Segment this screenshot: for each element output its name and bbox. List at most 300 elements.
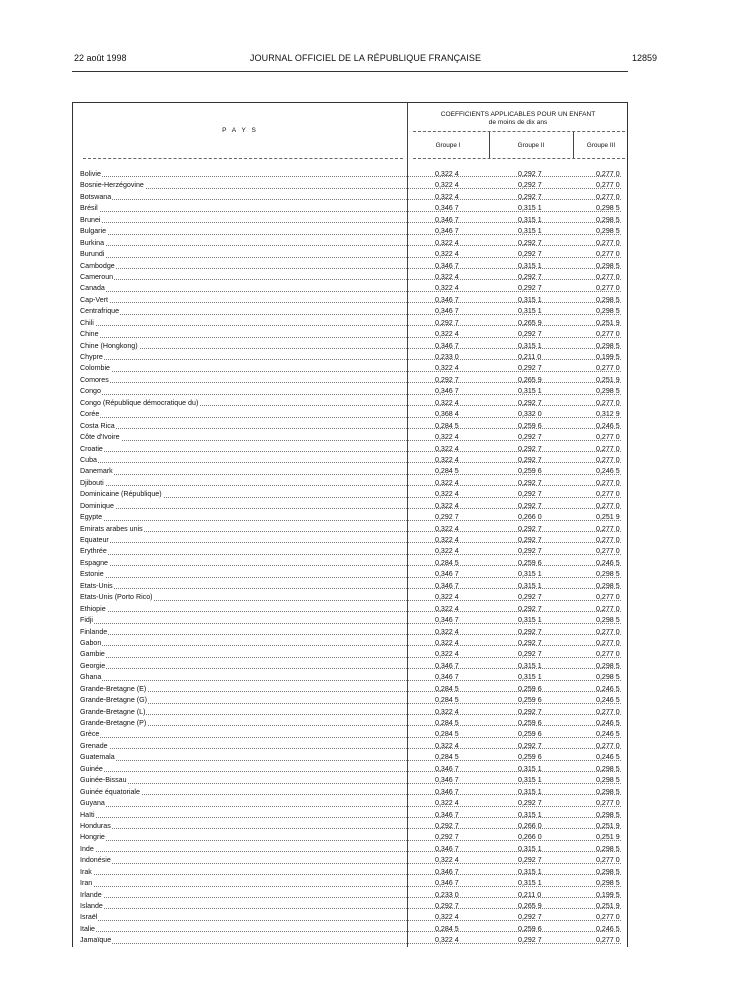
country-name: Bolivie bbox=[80, 170, 101, 178]
table-row bbox=[73, 386, 629, 397]
group-ii-value: 0,292 7 bbox=[518, 250, 542, 259]
group-ii-value: 0,315 1 bbox=[518, 581, 542, 590]
country-name: Cap-Vert bbox=[80, 295, 108, 304]
group-iii-value: 0,298 5 bbox=[596, 581, 620, 590]
group-iii-value: 0,246 5 bbox=[596, 730, 620, 739]
group-iii-value: 0,251 9 bbox=[596, 821, 620, 830]
group-ii-value: 0,292 7 bbox=[518, 192, 542, 201]
group-ii-value: 0,315 1 bbox=[518, 307, 542, 316]
group-iii-value: 0,298 5 bbox=[596, 387, 620, 396]
country-cell bbox=[80, 478, 400, 489]
group-ii-value: 0,315 1 bbox=[518, 227, 542, 236]
group-ii-value: 0,315 1 bbox=[518, 787, 542, 796]
country-name: Erythrée bbox=[80, 547, 107, 556]
group-i-value: 0,284 5 bbox=[435, 467, 459, 476]
group-ii-value: 0,315 1 bbox=[518, 570, 542, 579]
country-name: Centrafrique bbox=[80, 307, 120, 316]
group-i-value: 0,322 4 bbox=[435, 170, 459, 178]
group-ii-value: 0,259 6 bbox=[518, 696, 542, 705]
country-cell bbox=[80, 649, 400, 660]
table-row bbox=[73, 203, 629, 214]
group-ii-value: 0,315 1 bbox=[518, 204, 542, 213]
country-name: Burkina bbox=[80, 238, 105, 247]
country-name: Grande-Bretagne (L) bbox=[80, 707, 146, 716]
group-i-value: 0,346 7 bbox=[435, 295, 459, 304]
country-cell bbox=[80, 684, 400, 695]
country-name: Congo bbox=[80, 387, 101, 396]
group-iii-value: 0,298 5 bbox=[596, 844, 620, 853]
country-name: Irak bbox=[80, 867, 92, 876]
group-i-value: 0,322 4 bbox=[435, 398, 459, 407]
table-row bbox=[73, 821, 629, 832]
country-cell bbox=[80, 558, 400, 569]
group-iii-value: 0,298 5 bbox=[596, 261, 620, 270]
country-cell bbox=[80, 890, 400, 901]
group-i-value: 0,322 4 bbox=[435, 433, 459, 442]
group-i-value: 0,292 7 bbox=[435, 513, 459, 522]
table-row bbox=[73, 295, 629, 306]
group-i-value: 0,322 4 bbox=[435, 330, 459, 339]
country-name: Cameroun bbox=[80, 272, 114, 281]
table-row bbox=[73, 729, 629, 740]
group-i-value: 0,322 4 bbox=[435, 524, 459, 533]
group-iii-value: 0,298 5 bbox=[596, 341, 620, 350]
country-name: Brunei bbox=[80, 215, 101, 224]
country-cell bbox=[80, 638, 400, 649]
country-cell bbox=[80, 604, 400, 615]
group-i-value: 0,284 5 bbox=[435, 753, 459, 762]
country-name: Guyana bbox=[80, 799, 105, 808]
group-iii-value: 0,277 0 bbox=[596, 593, 620, 602]
group-iii-value: 0,277 0 bbox=[596, 272, 620, 281]
country-cell bbox=[80, 272, 400, 283]
group-i-value: 0,292 7 bbox=[435, 833, 459, 842]
group-iii-value: 0,199 5 bbox=[596, 353, 620, 361]
table-row bbox=[73, 581, 629, 592]
table-row bbox=[73, 261, 629, 272]
group-i-value: 0,322 4 bbox=[435, 604, 459, 613]
country-name: Guinée équatoriale bbox=[80, 787, 140, 796]
group-i-value: 0,284 5 bbox=[435, 924, 459, 933]
group-i-value: 0,284 5 bbox=[435, 684, 459, 693]
group-ii-value: 0,292 7 bbox=[518, 272, 542, 281]
group-ii-value: 0,292 7 bbox=[518, 741, 542, 750]
group-i-value: 0,322 4 bbox=[435, 799, 459, 808]
country-cell bbox=[80, 226, 400, 237]
country-name: Dominique bbox=[80, 501, 114, 510]
table-row bbox=[73, 649, 629, 660]
group-iii-value: 0,277 0 bbox=[596, 936, 620, 945]
country-cell bbox=[80, 352, 400, 363]
country-cell bbox=[80, 512, 400, 523]
country-name: Fidji bbox=[80, 616, 94, 625]
group-i-value: 0,346 7 bbox=[435, 776, 459, 785]
country-cell bbox=[80, 398, 400, 409]
group-ii-value: 0,292 7 bbox=[518, 330, 542, 339]
group-i-value: 0,322 4 bbox=[435, 707, 459, 716]
group-ii-value: 0,292 7 bbox=[518, 478, 542, 487]
group-i-value: 0,233 0 bbox=[435, 353, 459, 361]
country-name: Gabon bbox=[80, 638, 102, 647]
group-ii-value: 0,315 1 bbox=[518, 261, 542, 270]
table-row bbox=[73, 226, 629, 237]
country-name: Jamaïque bbox=[80, 936, 112, 945]
group-i-value: 0,346 7 bbox=[435, 581, 459, 590]
country-name: Islande bbox=[80, 902, 103, 910]
table-row bbox=[73, 718, 629, 729]
group-iii-value: 0,277 0 bbox=[596, 604, 620, 613]
country-name: Estonie bbox=[80, 570, 104, 579]
country-cell bbox=[80, 444, 400, 455]
country-name: Georgie bbox=[80, 661, 106, 670]
group-ii-value: 0,292 7 bbox=[518, 856, 542, 865]
group-i-value: 0,233 0 bbox=[435, 890, 459, 899]
group-i-value: 0,322 4 bbox=[435, 856, 459, 865]
group-iii-value: 0,277 0 bbox=[596, 547, 620, 556]
group-iii-value: 0,277 0 bbox=[596, 284, 620, 293]
group-ii-value: 0,292 7 bbox=[518, 707, 542, 716]
group-i-value: 0,284 5 bbox=[435, 696, 459, 705]
country-cell bbox=[80, 169, 400, 180]
group-i-value: 0,284 5 bbox=[435, 558, 459, 567]
table-row bbox=[73, 832, 629, 843]
group-ii-value: 0,292 7 bbox=[518, 799, 542, 808]
group-ii-value: 0,259 6 bbox=[518, 730, 542, 739]
group-i-value: 0,322 4 bbox=[435, 192, 459, 201]
country-cell bbox=[80, 535, 400, 546]
group-ii-header: Groupe II bbox=[517, 142, 545, 149]
country-cell bbox=[80, 569, 400, 580]
table-row bbox=[73, 466, 629, 477]
group-ii-value: 0,292 7 bbox=[518, 547, 542, 556]
country-cell bbox=[80, 215, 400, 226]
table-row bbox=[73, 421, 629, 432]
group-iii-value: 0,246 5 bbox=[596, 924, 620, 933]
group-iii-value: 0,298 5 bbox=[596, 204, 620, 213]
group-iii-value: 0,298 5 bbox=[596, 616, 620, 625]
group-iii-value: 0,246 5 bbox=[596, 719, 620, 727]
country-cell bbox=[80, 432, 400, 443]
table-row bbox=[73, 352, 629, 363]
table-row bbox=[73, 787, 629, 798]
table-row bbox=[73, 535, 629, 546]
group-ii-value: 0,292 7 bbox=[518, 627, 542, 636]
group-i-value: 0,284 5 bbox=[435, 421, 459, 430]
group-iii-value: 0,277 0 bbox=[596, 192, 620, 201]
group-iii-value: 0,298 5 bbox=[596, 295, 620, 304]
country-cell bbox=[80, 489, 400, 500]
country-cell bbox=[80, 821, 400, 832]
table-row bbox=[73, 752, 629, 763]
group-i-value: 0,346 7 bbox=[435, 570, 459, 579]
country-cell bbox=[80, 249, 400, 260]
group-ii-value: 0,315 1 bbox=[518, 387, 542, 396]
group-ii-value: 0,292 7 bbox=[518, 238, 542, 247]
group-iii-value: 0,246 5 bbox=[596, 467, 620, 476]
country-cell bbox=[80, 295, 400, 306]
group-i-value: 0,346 7 bbox=[435, 787, 459, 796]
table-row bbox=[73, 180, 629, 191]
table-row bbox=[73, 501, 629, 512]
coefficients-header-line2: de moins de dix ans bbox=[488, 119, 548, 126]
group-i-value: 0,292 7 bbox=[435, 902, 459, 910]
table-row bbox=[73, 432, 629, 443]
group-i-value: 0,322 4 bbox=[435, 593, 459, 602]
header-rule bbox=[72, 71, 628, 72]
group-ii-value: 0,259 6 bbox=[518, 924, 542, 933]
group-i-value: 0,322 4 bbox=[435, 455, 459, 464]
table-row bbox=[73, 935, 629, 946]
country-name: Indonésie bbox=[80, 856, 111, 865]
table-body bbox=[73, 169, 629, 947]
group-ii-value: 0,259 6 bbox=[518, 753, 542, 762]
table-row bbox=[73, 283, 629, 294]
group-i-value: 0,322 4 bbox=[435, 238, 459, 247]
group-i-value: 0,322 4 bbox=[435, 501, 459, 510]
country-name: Brésil bbox=[80, 204, 98, 213]
group-iii-value: 0,277 0 bbox=[596, 364, 620, 373]
country-cell bbox=[80, 775, 400, 786]
group-ii-value: 0,292 7 bbox=[518, 638, 542, 647]
country-cell bbox=[80, 832, 400, 843]
group-ii-value: 0,266 0 bbox=[518, 821, 542, 830]
group-i-value: 0,322 4 bbox=[435, 181, 459, 190]
table-row bbox=[73, 363, 629, 374]
group-i-value: 0,346 7 bbox=[435, 673, 459, 682]
group-i-value: 0,322 4 bbox=[435, 478, 459, 487]
country-name: Israël bbox=[80, 913, 98, 922]
table-row bbox=[73, 661, 629, 672]
table-row bbox=[73, 604, 629, 615]
group-i-value: 0,346 7 bbox=[435, 227, 459, 236]
group-iii-value: 0,277 0 bbox=[596, 650, 620, 659]
group-ii-value: 0,292 7 bbox=[518, 936, 542, 945]
table-row bbox=[73, 444, 629, 455]
group-iii-value: 0,277 0 bbox=[596, 707, 620, 716]
group-i-value: 0,322 4 bbox=[435, 444, 459, 453]
group-iii-value: 0,298 5 bbox=[596, 764, 620, 773]
group-ii-value: 0,292 7 bbox=[518, 490, 542, 499]
group-i-value: 0,322 4 bbox=[435, 741, 459, 750]
table-row bbox=[73, 249, 629, 260]
country-cell bbox=[80, 466, 400, 477]
group-iii-value: 0,277 0 bbox=[596, 330, 620, 339]
country-name: Djibouti bbox=[80, 478, 104, 487]
country-cell bbox=[80, 318, 400, 329]
country-name: Emirats arabes unis bbox=[80, 524, 143, 533]
group-ii-value: 0,315 1 bbox=[518, 295, 542, 304]
group-i-value: 0,292 7 bbox=[435, 821, 459, 830]
country-cell bbox=[80, 592, 400, 603]
group-ii-value: 0,332 0 bbox=[518, 410, 542, 419]
table-row bbox=[73, 306, 629, 317]
table-row bbox=[73, 810, 629, 821]
country-cell bbox=[80, 306, 400, 317]
table-row bbox=[73, 169, 629, 180]
group-i-value: 0,322 4 bbox=[435, 913, 459, 922]
country-name: Guatemala bbox=[80, 753, 115, 762]
country-name: Côte d'Ivoire bbox=[80, 433, 120, 442]
country-name: Bulgarie bbox=[80, 227, 107, 236]
group-iii-value: 0,246 5 bbox=[596, 421, 620, 430]
group-i-value: 0,346 7 bbox=[435, 616, 459, 625]
group-i-value: 0,346 7 bbox=[435, 307, 459, 316]
country-name: Grenade bbox=[80, 741, 108, 750]
group-iii-value: 0,246 5 bbox=[596, 753, 620, 762]
group-ii-value: 0,259 6 bbox=[518, 467, 542, 476]
group-iii-value: 0,277 0 bbox=[596, 627, 620, 636]
table-row bbox=[73, 615, 629, 626]
group-i-value: 0,346 7 bbox=[435, 261, 459, 270]
group-i-value: 0,322 4 bbox=[435, 284, 459, 293]
group-i-value: 0,322 4 bbox=[435, 547, 459, 556]
group-i-value: 0,346 7 bbox=[435, 341, 459, 350]
country-cell bbox=[80, 524, 400, 535]
table-row bbox=[73, 524, 629, 535]
table-row bbox=[73, 878, 629, 889]
group-iii-value: 0,298 5 bbox=[596, 215, 620, 224]
group-ii-value: 0,315 1 bbox=[518, 341, 542, 350]
group-iii-value: 0,277 0 bbox=[596, 913, 620, 922]
country-name: Guinée bbox=[80, 764, 103, 773]
table-row bbox=[73, 238, 629, 249]
header-dashed-rule bbox=[83, 158, 403, 159]
country-name: Etats-Unis (Porto Rico) bbox=[80, 593, 153, 602]
country-name: Egypte bbox=[80, 513, 103, 522]
country-name: Etats-Unis bbox=[80, 581, 113, 590]
country-name: Chine bbox=[80, 330, 99, 339]
country-cell bbox=[80, 627, 400, 638]
group-ii-value: 0,315 1 bbox=[518, 844, 542, 853]
table-row bbox=[73, 592, 629, 603]
country-cell bbox=[80, 329, 400, 340]
table-row bbox=[73, 844, 629, 855]
group-ii-value: 0,315 1 bbox=[518, 810, 542, 819]
group-iii-value: 0,298 5 bbox=[596, 787, 620, 796]
page-number: 12859 bbox=[631, 53, 657, 63]
group-ii-value: 0,292 7 bbox=[518, 536, 542, 544]
group-iii-value: 0,277 0 bbox=[596, 536, 620, 544]
group-iii-value: 0,277 0 bbox=[596, 455, 620, 464]
journal-title: JOURNAL OFFICIEL DE LA RÉPUBLIQUE FRANÇAISE bbox=[249, 53, 482, 63]
group-i-value: 0,346 7 bbox=[435, 764, 459, 773]
country-name: Costa Rica bbox=[80, 421, 115, 430]
header-dashed-rule bbox=[413, 131, 625, 132]
country-cell bbox=[80, 409, 400, 420]
group-iii-value: 0,277 0 bbox=[596, 741, 620, 750]
country-name: Espagne bbox=[80, 558, 109, 567]
group-i-value: 0,322 4 bbox=[435, 627, 459, 636]
group-i-value: 0,368 4 bbox=[435, 410, 459, 419]
country-cell bbox=[80, 810, 400, 821]
table-row bbox=[73, 672, 629, 683]
country-cell bbox=[80, 386, 400, 397]
group-iii-value: 0,277 0 bbox=[596, 478, 620, 487]
group-ii-value: 0,211 0 bbox=[518, 890, 542, 899]
country-name: Finlande bbox=[80, 627, 108, 636]
group-ii-value: 0,292 7 bbox=[518, 364, 542, 373]
country-name: Italie bbox=[80, 924, 95, 933]
group-iii-value: 0,251 9 bbox=[596, 902, 620, 910]
group-iii-value: 0,277 0 bbox=[596, 799, 620, 808]
group-ii-value: 0,265 9 bbox=[518, 375, 542, 384]
group-iii-value: 0,277 0 bbox=[596, 444, 620, 453]
country-name: Ethiopie bbox=[80, 604, 106, 613]
group-iii-value: 0,277 0 bbox=[596, 524, 620, 533]
country-name: Equateur bbox=[80, 536, 109, 544]
group-ii-value: 0,265 9 bbox=[518, 902, 542, 910]
table-row bbox=[73, 901, 629, 912]
country-cell bbox=[80, 695, 400, 706]
country-name: Chine (Hongkong) bbox=[80, 341, 138, 350]
group-ii-value: 0,315 1 bbox=[518, 673, 542, 682]
group-ii-value: 0,315 1 bbox=[518, 616, 542, 625]
table-row bbox=[73, 375, 629, 386]
table-row bbox=[73, 695, 629, 706]
table-row bbox=[73, 912, 629, 923]
group-ii-value: 0,265 9 bbox=[518, 318, 542, 327]
group-iii-value: 0,298 5 bbox=[596, 776, 620, 785]
table-row bbox=[73, 867, 629, 878]
group-ii-value: 0,259 6 bbox=[518, 684, 542, 693]
group-iii-value: 0,277 0 bbox=[596, 238, 620, 247]
group-i-value: 0,322 4 bbox=[435, 638, 459, 647]
group-iii-value: 0,298 5 bbox=[596, 227, 620, 236]
group-i-value: 0,346 7 bbox=[435, 204, 459, 213]
country-cell bbox=[80, 661, 400, 672]
country-cell bbox=[80, 203, 400, 214]
country-name: Grande-Bretagne (P) bbox=[80, 719, 147, 727]
table-row bbox=[73, 798, 629, 809]
group-ii-value: 0,292 7 bbox=[518, 433, 542, 442]
country-cell bbox=[80, 672, 400, 683]
country-name: Bosnie-Herzégovine bbox=[80, 181, 144, 190]
country-cell bbox=[80, 752, 400, 763]
group-ii-value: 0,292 7 bbox=[518, 398, 542, 407]
country-name: Colombie bbox=[80, 364, 110, 373]
group-i-value: 0,292 7 bbox=[435, 318, 459, 327]
table-row bbox=[73, 215, 629, 226]
group-i-value: 0,346 7 bbox=[435, 387, 459, 396]
group-iii-value: 0,199 5 bbox=[596, 890, 620, 899]
group-iii-value: 0,277 0 bbox=[596, 170, 620, 178]
country-name: Ghana bbox=[80, 673, 102, 682]
country-cell bbox=[80, 741, 400, 752]
country-name: Canada bbox=[80, 284, 105, 293]
country-name: Grande-Bretagne (G) bbox=[80, 696, 148, 705]
pays-column-header: P A Y S bbox=[222, 127, 258, 134]
country-name: Comores bbox=[80, 375, 109, 384]
country-name: Grande-Bretagne (E) bbox=[80, 684, 147, 693]
group-iii-value: 0,251 9 bbox=[596, 375, 620, 384]
country-cell bbox=[80, 787, 400, 798]
group-i-value: 0,346 7 bbox=[435, 867, 459, 876]
country-cell bbox=[80, 581, 400, 592]
group-ii-value: 0,211 0 bbox=[518, 353, 542, 361]
table-row bbox=[73, 398, 629, 409]
country-cell bbox=[80, 764, 400, 775]
group-ii-value: 0,292 7 bbox=[518, 444, 542, 453]
table-row bbox=[73, 478, 629, 489]
country-cell bbox=[80, 912, 400, 923]
group-i-value: 0,322 4 bbox=[435, 250, 459, 259]
group-ii-value: 0,292 7 bbox=[518, 170, 542, 178]
table-row bbox=[73, 855, 629, 866]
country-name: Haïti bbox=[80, 810, 95, 819]
group-i-value: 0,322 4 bbox=[435, 364, 459, 373]
country-name: Irlande bbox=[80, 890, 102, 899]
group-i-value: 0,346 7 bbox=[435, 810, 459, 819]
